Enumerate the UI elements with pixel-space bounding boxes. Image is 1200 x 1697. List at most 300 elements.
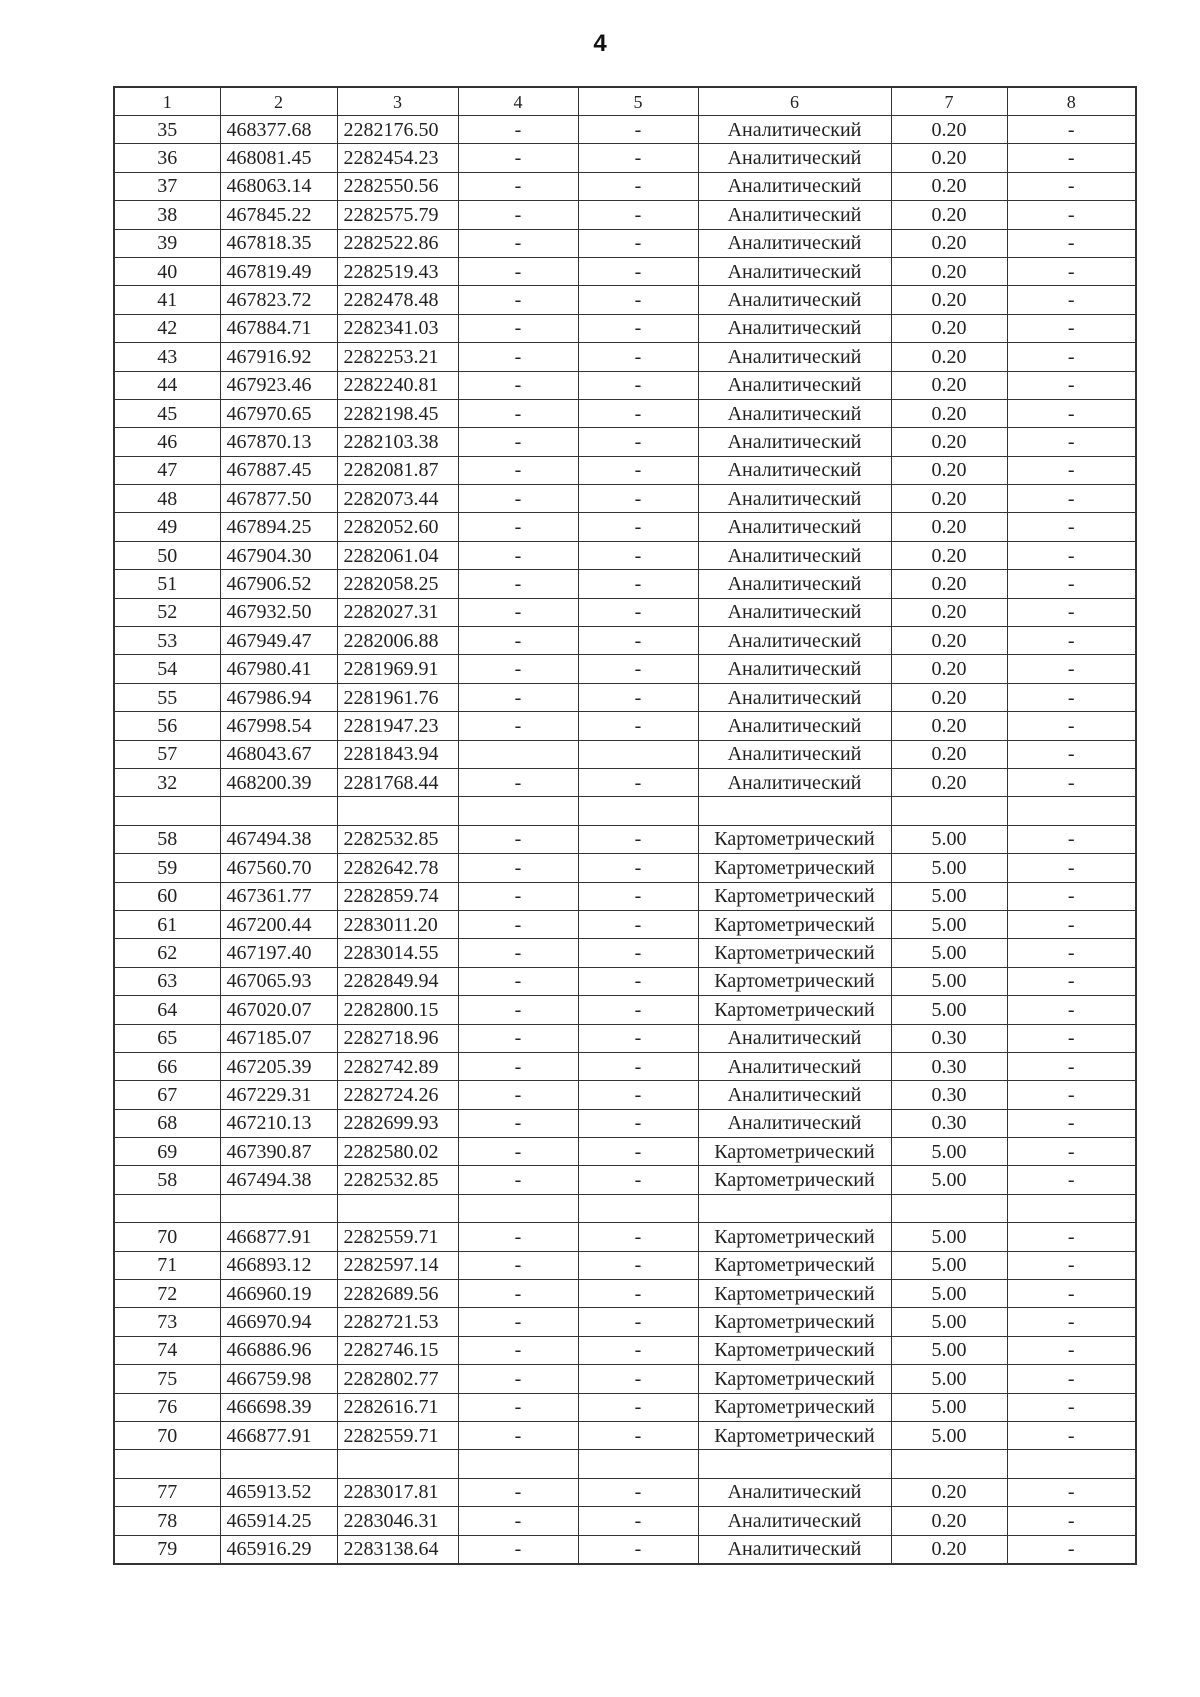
point-number-cell: 67 — [114, 1081, 220, 1109]
col5-cell — [578, 740, 698, 768]
table-row — [114, 1194, 1136, 1222]
col4-cell: - — [458, 768, 578, 796]
col8-cell: - — [1007, 513, 1136, 541]
method-cell: Аналитический — [698, 570, 891, 598]
x-coordinate-cell: 466893.12 — [220, 1251, 337, 1279]
col4-cell: - — [458, 1138, 578, 1166]
accuracy-cell: 5.00 — [891, 1421, 1007, 1449]
col5-cell: - — [578, 1308, 698, 1336]
x-coordinate-cell: 466877.91 — [220, 1223, 337, 1251]
x-coordinate-cell: 467904.30 — [220, 541, 337, 569]
col4-cell: - — [458, 939, 578, 967]
x-coordinate-cell: 468043.67 — [220, 740, 337, 768]
method-cell: Аналитический — [698, 229, 891, 257]
method-cell: Аналитический — [698, 314, 891, 342]
y-coordinate-cell: 2282532.85 — [337, 1166, 458, 1194]
x-coordinate-cell: 468200.39 — [220, 768, 337, 796]
col5-cell: - — [578, 768, 698, 796]
y-coordinate-cell: 2282519.43 — [337, 257, 458, 285]
x-coordinate-cell: 467210.13 — [220, 1109, 337, 1137]
table-row — [114, 513, 1136, 541]
col5-cell: - — [578, 1507, 698, 1535]
table-row — [114, 314, 1136, 342]
point-number-cell: 63 — [114, 967, 220, 995]
method-cell: Аналитический — [698, 456, 891, 484]
col5-cell: - — [578, 910, 698, 938]
accuracy-cell: 0.20 — [891, 541, 1007, 569]
table-row — [114, 712, 1136, 740]
point-number-cell: 73 — [114, 1308, 220, 1336]
point-number-cell: 51 — [114, 570, 220, 598]
y-coordinate-cell: 2282849.94 — [337, 967, 458, 995]
accuracy-cell: 5.00 — [891, 882, 1007, 910]
col5-cell: - — [578, 1052, 698, 1080]
x-coordinate-cell: 467390.87 — [220, 1138, 337, 1166]
y-coordinate-cell: 2282052.60 — [337, 513, 458, 541]
col8-cell: - — [1007, 257, 1136, 285]
col5-cell: - — [578, 116, 698, 144]
method-cell: Картометрический — [698, 1223, 891, 1251]
col4-cell: - — [458, 428, 578, 456]
table-row — [114, 854, 1136, 882]
col5-cell — [578, 1450, 698, 1478]
accuracy-cell: 0.20 — [891, 513, 1007, 541]
col4-cell: - — [458, 1024, 578, 1052]
x-coordinate-cell: 467916.92 — [220, 343, 337, 371]
col5-cell: - — [578, 1280, 698, 1308]
y-coordinate-cell — [337, 797, 458, 825]
col5-cell: - — [578, 144, 698, 172]
col5-cell: - — [578, 825, 698, 853]
col8-cell: - — [1007, 967, 1136, 995]
accuracy-cell: 5.00 — [891, 939, 1007, 967]
col4-cell: - — [458, 541, 578, 569]
point-number-cell — [114, 797, 220, 825]
x-coordinate-cell: 466886.96 — [220, 1336, 337, 1364]
col8-cell: - — [1007, 201, 1136, 229]
method-cell: Аналитический — [698, 740, 891, 768]
col4-cell: - — [458, 1280, 578, 1308]
x-coordinate-cell: 467200.44 — [220, 910, 337, 938]
accuracy-cell: 5.00 — [891, 996, 1007, 1024]
col8-cell: - — [1007, 655, 1136, 683]
col5-cell: - — [578, 882, 698, 910]
col8-cell: - — [1007, 1081, 1136, 1109]
method-cell: Аналитический — [698, 683, 891, 711]
y-coordinate-cell: 2282532.85 — [337, 825, 458, 853]
x-coordinate-cell: 467020.07 — [220, 996, 337, 1024]
method-cell: Картометрический — [698, 1166, 891, 1194]
header-cell: 3 — [337, 87, 458, 116]
accuracy-cell: 0.20 — [891, 371, 1007, 399]
method-cell: Аналитический — [698, 655, 891, 683]
col4-cell: - — [458, 1393, 578, 1421]
col8-cell: - — [1007, 485, 1136, 513]
method-cell: Аналитический — [698, 485, 891, 513]
col4-cell: - — [458, 683, 578, 711]
method-cell: Аналитический — [698, 399, 891, 427]
accuracy-cell: 5.00 — [891, 825, 1007, 853]
point-number-cell: 36 — [114, 144, 220, 172]
x-coordinate-cell — [220, 1194, 337, 1222]
accuracy-cell: 0.20 — [891, 683, 1007, 711]
col4-cell: - — [458, 485, 578, 513]
col4-cell — [458, 1450, 578, 1478]
col4-cell: - — [458, 1535, 578, 1564]
col5-cell: - — [578, 996, 698, 1024]
y-coordinate-cell: 2282699.93 — [337, 1109, 458, 1137]
accuracy-cell: 5.00 — [891, 1336, 1007, 1364]
col4-cell: - — [458, 314, 578, 342]
col4-cell: - — [458, 655, 578, 683]
accuracy-cell — [891, 797, 1007, 825]
table-row — [114, 570, 1136, 598]
col5-cell — [578, 797, 698, 825]
y-coordinate-cell: 2282616.71 — [337, 1393, 458, 1421]
col5-cell: - — [578, 1166, 698, 1194]
col5-cell: - — [578, 1081, 698, 1109]
method-cell: Аналитический — [698, 257, 891, 285]
method-cell: Картометрический — [698, 939, 891, 967]
accuracy-cell: 0.20 — [891, 1478, 1007, 1506]
y-coordinate-cell: 2282176.50 — [337, 116, 458, 144]
col5-cell: - — [578, 513, 698, 541]
point-number-cell: 48 — [114, 485, 220, 513]
accuracy-cell: 5.00 — [891, 1223, 1007, 1251]
table-row — [114, 1251, 1136, 1279]
x-coordinate-cell: 467998.54 — [220, 712, 337, 740]
col8-cell: - — [1007, 541, 1136, 569]
col4-cell: - — [458, 570, 578, 598]
col8-cell: - — [1007, 1280, 1136, 1308]
y-coordinate-cell: 2281961.76 — [337, 683, 458, 711]
method-cell: Картометрический — [698, 1336, 891, 1364]
col5-cell: - — [578, 1336, 698, 1364]
table-row — [114, 1421, 1136, 1449]
table-row — [114, 740, 1136, 768]
col8-cell: - — [1007, 399, 1136, 427]
point-number-cell: 52 — [114, 598, 220, 626]
y-coordinate-cell: 2282198.45 — [337, 399, 458, 427]
col4-cell: - — [458, 399, 578, 427]
accuracy-cell: 0.20 — [891, 343, 1007, 371]
x-coordinate-cell: 467887.45 — [220, 456, 337, 484]
col4-cell: - — [458, 1109, 578, 1137]
y-coordinate-cell: 2282550.56 — [337, 172, 458, 200]
accuracy-cell: 0.20 — [891, 144, 1007, 172]
col8-cell: - — [1007, 1223, 1136, 1251]
point-number-cell: 42 — [114, 314, 220, 342]
col5-cell: - — [578, 1138, 698, 1166]
y-coordinate-cell: 2283014.55 — [337, 939, 458, 967]
col8-cell: - — [1007, 627, 1136, 655]
header-cell: 5 — [578, 87, 698, 116]
y-coordinate-cell: 2282341.03 — [337, 314, 458, 342]
col4-cell: - — [458, 116, 578, 144]
method-cell: Картометрический — [698, 1421, 891, 1449]
table-row — [114, 229, 1136, 257]
col5-cell: - — [578, 456, 698, 484]
col4-cell: - — [458, 967, 578, 995]
col8-cell: - — [1007, 1052, 1136, 1080]
table-row — [114, 1450, 1136, 1478]
method-cell: Аналитический — [698, 1081, 891, 1109]
col5-cell: - — [578, 371, 698, 399]
col5-cell: - — [578, 570, 698, 598]
table-row — [114, 172, 1136, 200]
accuracy-cell: 0.20 — [891, 1507, 1007, 1535]
table-row — [114, 1336, 1136, 1364]
method-cell: Аналитический — [698, 144, 891, 172]
y-coordinate-cell — [337, 1194, 458, 1222]
x-coordinate-cell: 467494.38 — [220, 825, 337, 853]
point-number-cell: 43 — [114, 343, 220, 371]
col8-cell: - — [1007, 428, 1136, 456]
col8-cell: - — [1007, 1308, 1136, 1336]
col8-cell: - — [1007, 1507, 1136, 1535]
x-coordinate-cell: 467823.72 — [220, 286, 337, 314]
table-row — [114, 1308, 1136, 1336]
x-coordinate-cell: 467494.38 — [220, 1166, 337, 1194]
x-coordinate-cell: 467986.94 — [220, 683, 337, 711]
point-number-cell: 59 — [114, 854, 220, 882]
table-row — [114, 485, 1136, 513]
table-row — [114, 1081, 1136, 1109]
method-cell: Аналитический — [698, 1535, 891, 1564]
y-coordinate-cell: 2282559.71 — [337, 1421, 458, 1449]
accuracy-cell: 5.00 — [891, 1280, 1007, 1308]
point-number-cell: 41 — [114, 286, 220, 314]
accuracy-cell: 5.00 — [891, 910, 1007, 938]
col5-cell: - — [578, 939, 698, 967]
point-number-cell: 76 — [114, 1393, 220, 1421]
accuracy-cell: 0.20 — [891, 598, 1007, 626]
col8-cell: - — [1007, 343, 1136, 371]
table-row — [114, 399, 1136, 427]
accuracy-cell: 0.20 — [891, 768, 1007, 796]
y-coordinate-cell: 2282061.04 — [337, 541, 458, 569]
method-cell — [698, 797, 891, 825]
method-cell: Картометрический — [698, 1138, 891, 1166]
table-row — [114, 201, 1136, 229]
col4-cell: - — [458, 456, 578, 484]
col5-cell: - — [578, 1223, 698, 1251]
point-number-cell: 72 — [114, 1280, 220, 1308]
col8-cell: - — [1007, 286, 1136, 314]
method-cell: Аналитический — [698, 343, 891, 371]
col5-cell: - — [578, 1393, 698, 1421]
col8-cell — [1007, 1450, 1136, 1478]
point-number-cell: 47 — [114, 456, 220, 484]
y-coordinate-cell: 2281843.94 — [337, 740, 458, 768]
col4-cell: - — [458, 144, 578, 172]
accuracy-cell: 5.00 — [891, 1166, 1007, 1194]
col5-cell: - — [578, 229, 698, 257]
table-row — [114, 655, 1136, 683]
method-cell: Аналитический — [698, 598, 891, 626]
table-row — [114, 1109, 1136, 1137]
col5-cell: - — [578, 314, 698, 342]
col8-cell: - — [1007, 1535, 1136, 1564]
method-cell: Аналитический — [698, 1507, 891, 1535]
accuracy-cell: 0.30 — [891, 1109, 1007, 1137]
col8-cell: - — [1007, 172, 1136, 200]
y-coordinate-cell: 2282522.86 — [337, 229, 458, 257]
col8-cell: - — [1007, 683, 1136, 711]
coordinates-table — [113, 86, 1137, 1565]
y-coordinate-cell: 2282103.38 — [337, 428, 458, 456]
y-coordinate-cell: 2282642.78 — [337, 854, 458, 882]
y-coordinate-cell: 2282058.25 — [337, 570, 458, 598]
x-coordinate-cell: 467361.77 — [220, 882, 337, 910]
x-coordinate-cell: 466877.91 — [220, 1421, 337, 1449]
table-body — [114, 87, 1136, 1564]
col4-cell — [458, 1194, 578, 1222]
col8-cell: - — [1007, 939, 1136, 967]
x-coordinate-cell: 466759.98 — [220, 1365, 337, 1393]
header-cell: 8 — [1007, 87, 1136, 116]
col5-cell: - — [578, 1535, 698, 1564]
col8-cell: - — [1007, 1138, 1136, 1166]
col4-cell: - — [458, 854, 578, 882]
table-row — [114, 343, 1136, 371]
col5-cell: - — [578, 627, 698, 655]
y-coordinate-cell: 2282746.15 — [337, 1336, 458, 1364]
accuracy-cell: 0.20 — [891, 712, 1007, 740]
col4-cell: - — [458, 1421, 578, 1449]
table-row — [114, 598, 1136, 626]
x-coordinate-cell: 467884.71 — [220, 314, 337, 342]
table-row — [114, 1507, 1136, 1535]
y-coordinate-cell: 2283138.64 — [337, 1535, 458, 1564]
accuracy-cell: 5.00 — [891, 1393, 1007, 1421]
col4-cell: - — [458, 172, 578, 200]
point-number-cell: 66 — [114, 1052, 220, 1080]
col4-cell: - — [458, 627, 578, 655]
col5-cell: - — [578, 201, 698, 229]
point-number-cell: 57 — [114, 740, 220, 768]
y-coordinate-cell: 2282081.87 — [337, 456, 458, 484]
table-row — [114, 939, 1136, 967]
accuracy-cell: 5.00 — [891, 854, 1007, 882]
table-row — [114, 683, 1136, 711]
table-row — [114, 1478, 1136, 1506]
x-coordinate-cell: 467932.50 — [220, 598, 337, 626]
point-number-cell: 55 — [114, 683, 220, 711]
col5-cell: - — [578, 1251, 698, 1279]
accuracy-cell: 0.20 — [891, 399, 1007, 427]
col4-cell: - — [458, 286, 578, 314]
table-row — [114, 144, 1136, 172]
x-coordinate-cell: 467818.35 — [220, 229, 337, 257]
method-cell: Картометрический — [698, 967, 891, 995]
x-coordinate-cell: 467205.39 — [220, 1052, 337, 1080]
col8-cell: - — [1007, 882, 1136, 910]
col5-cell: - — [578, 485, 698, 513]
col5-cell: - — [578, 1109, 698, 1137]
point-number-cell: 54 — [114, 655, 220, 683]
col8-cell: - — [1007, 768, 1136, 796]
x-coordinate-cell: 467845.22 — [220, 201, 337, 229]
accuracy-cell: 5.00 — [891, 1365, 1007, 1393]
method-cell: Аналитический — [698, 513, 891, 541]
col4-cell: - — [458, 371, 578, 399]
col8-cell — [1007, 1194, 1136, 1222]
method-cell: Аналитический — [698, 1478, 891, 1506]
table-row — [114, 1166, 1136, 1194]
x-coordinate-cell: 467906.52 — [220, 570, 337, 598]
point-number-cell: 69 — [114, 1138, 220, 1166]
col8-cell: - — [1007, 371, 1136, 399]
accuracy-cell: 0.20 — [891, 627, 1007, 655]
col5-cell: - — [578, 1024, 698, 1052]
accuracy-cell: 0.20 — [891, 740, 1007, 768]
col8-cell: - — [1007, 996, 1136, 1024]
accuracy-cell: 5.00 — [891, 1138, 1007, 1166]
point-number-cell: 74 — [114, 1336, 220, 1364]
col8-cell: - — [1007, 1421, 1136, 1449]
table-row — [114, 286, 1136, 314]
header-cell: 7 — [891, 87, 1007, 116]
y-coordinate-cell: 2283046.31 — [337, 1507, 458, 1535]
accuracy-cell: 0.30 — [891, 1081, 1007, 1109]
y-coordinate-cell: 2282559.71 — [337, 1223, 458, 1251]
x-coordinate-cell: 467229.31 — [220, 1081, 337, 1109]
method-cell: Аналитический — [698, 201, 891, 229]
table-row — [114, 627, 1136, 655]
col5-cell: - — [578, 1365, 698, 1393]
accuracy-cell: 5.00 — [891, 1251, 1007, 1279]
method-cell: Аналитический — [698, 627, 891, 655]
method-cell — [698, 1194, 891, 1222]
method-cell: Картометрический — [698, 996, 891, 1024]
col4-cell: - — [458, 1052, 578, 1080]
col8-cell: - — [1007, 825, 1136, 853]
x-coordinate-cell — [220, 1450, 337, 1478]
col5-cell: - — [578, 257, 698, 285]
point-number-cell: 58 — [114, 1166, 220, 1194]
point-number-cell — [114, 1450, 220, 1478]
header-cell: 4 — [458, 87, 578, 116]
x-coordinate-cell: 468081.45 — [220, 144, 337, 172]
col4-cell: - — [458, 343, 578, 371]
col5-cell: - — [578, 172, 698, 200]
method-cell: Картометрический — [698, 910, 891, 938]
point-number-cell: 38 — [114, 201, 220, 229]
col8-cell: - — [1007, 570, 1136, 598]
x-coordinate-cell: 467923.46 — [220, 371, 337, 399]
table-row — [114, 967, 1136, 995]
method-cell — [698, 1450, 891, 1478]
col5-cell: - — [578, 712, 698, 740]
col8-cell: - — [1007, 116, 1136, 144]
col8-cell: - — [1007, 1166, 1136, 1194]
x-coordinate-cell: 467185.07 — [220, 1024, 337, 1052]
x-coordinate-cell: 467560.70 — [220, 854, 337, 882]
y-coordinate-cell: 2282580.02 — [337, 1138, 458, 1166]
table-row — [114, 996, 1136, 1024]
point-number-cell: 58 — [114, 825, 220, 853]
y-coordinate-cell: 2282253.21 — [337, 343, 458, 371]
accuracy-cell: 0.30 — [891, 1052, 1007, 1080]
x-coordinate-cell: 465914.25 — [220, 1507, 337, 1535]
point-number-cell: 53 — [114, 627, 220, 655]
col4-cell: - — [458, 1251, 578, 1279]
table-row — [114, 371, 1136, 399]
method-cell: Картометрический — [698, 1308, 891, 1336]
col8-cell: - — [1007, 740, 1136, 768]
table-row — [114, 910, 1136, 938]
